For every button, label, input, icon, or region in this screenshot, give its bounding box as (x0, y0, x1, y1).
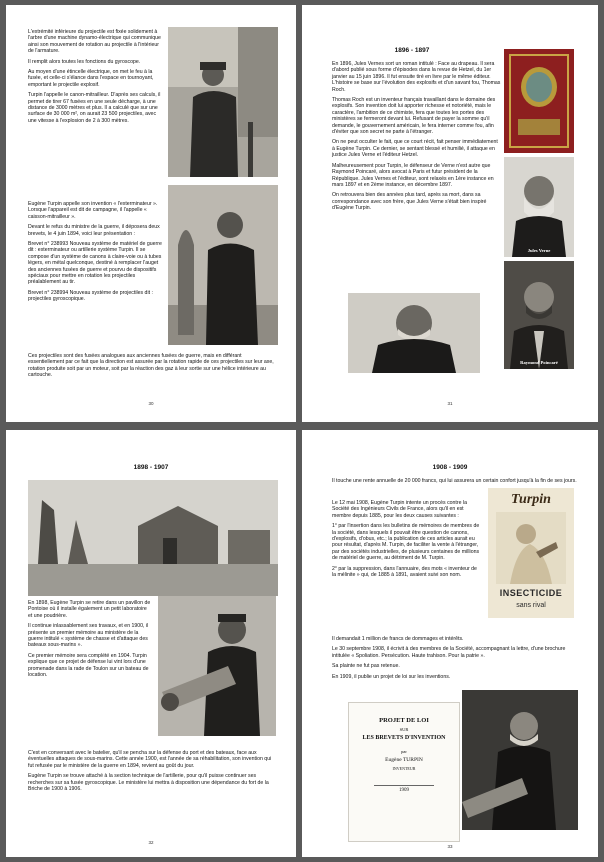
poster-tagline: sans rival (516, 602, 546, 609)
text-full (332, 636, 578, 684)
doc-year: 1909 (399, 788, 409, 793)
poster-product: INSECTICIDE (499, 588, 563, 598)
paragraph: On retrouvera bien des années plus tard, après sa mort, dans sa correspondance avec son frère, que Jules Verne s'était bien inspiré d'Eugène Turpin. (332, 192, 487, 212)
paragraph: 1° par l'insertion dans les bulletins de mémoires de membres de la société, dans lesquels il pouvait être question de canons, d'explosifs, d'obus, etc.; la publication de ces articles aurait eu pour résultat, d'après M. Turpin, de faciliter la vente à l'étranger, par des sociétés industrielles, de plusieurs centaines de millions de matériel de guerre, au détriment de M. Turpin. (332, 523, 480, 562)
text-column-top (28, 29, 162, 128)
paragraph: Ce premier mémoire sera complété en 1904. Turpin explique que ce projet de défense lui vint lors d'une promenade dans la rade de Toulon sur un bateau de location. (28, 652, 149, 679)
turpin-insecticide-poster (488, 488, 574, 618)
turpin-shell-photo (168, 185, 278, 345)
paragraph: En 1896, Jules Vernes sort un roman intitulé : Face au drapeau. Il sera d'abord publié sous forme d'épisodes dans la revue de Hetzel, du 1er janvier au 15 juin 1896. Il fut ensuite tiré en livre par le même éditeur. L'histoire se base sur l'évolution des explosifs et d'un savant fou, Thomas Roch. (332, 61, 501, 93)
text-column (332, 61, 502, 216)
paragraph: Il continue inlassablement ses travaux, et en 1900, il présente un premier mémoire au ministère de la guerre intitulé « système de chasse et d'attaque des bateaux sous-marins ». (28, 623, 149, 649)
page-number: 30 (148, 401, 154, 406)
text-column (332, 500, 482, 582)
paragraph: Eugène Turpin appelle son invention « l'exterminateur ». Lorsque l'appareil est dit de campagne, il l'appelle « caisson-mitrailleur ». (28, 201, 158, 220)
red-book-cover-image (504, 49, 574, 153)
section-heading: 1898 - 1907 (133, 464, 169, 471)
turpin-with-shell-photo (158, 596, 276, 736)
paragraph: 2° par la suppression, dans l'annuaire, des mots « inventeur de la mélinite » qui, de 1885 à 1891, avaient suivi son nom. (332, 565, 477, 579)
turpin-outdoor-photo (168, 27, 278, 177)
paragraph: Au moyen d'une étincelle électrique, on met le feu à la fusée, et celle-ci s'élance dans l'espace en tournoyant, emportant le projectile explosif. (28, 69, 154, 88)
text-bottom (28, 353, 278, 383)
paragraph: On ne peut occulter le fait, que ce court récit, fait penser immédiatement à Eugène Turpin. Ce dernier, se sentant blessé et humilié, il attaque en justice Jules Verne et l'éditeur Hetzel. (332, 139, 498, 159)
doc-line: INVENTEUR (392, 766, 416, 771)
text-bottom (28, 750, 278, 796)
doc-title: PROJET DE LOI (379, 717, 429, 724)
doc-line: SUR (399, 727, 409, 732)
poster-brand: Turpin (511, 492, 551, 507)
paragraph: En 1909, il publie un projet de loi sur les inventions. (332, 673, 451, 680)
paragraph: Eugène Turpin se trouve attaché à la section technique de l'artillerie, pour qu'il puisse continuer ses recherches sur sa fusée gyroscopique. Le ministère lui mettra à disposition une dépendance du fort de la Briche de 1900 à 1906. (28, 773, 269, 793)
page-31 (302, 5, 598, 422)
paragraph: Ces projectiles sont des fusées analogues aux anciennes fusées de guerre, mais en différant essentiellement par ce fait que la direction est assurée par la rotation rapide de ces projectiles sur leur axe, rotation produite soit par un moteur, soit par la réaction des gaz à leur sortie sur une hélice intérieure au cartouche. (28, 353, 274, 379)
doc-subtitle: LES BREVETS D'INVENTION (362, 735, 446, 741)
page-number: 32 (148, 840, 154, 845)
paragraph: En 1898, Eugène Turpin se retire dans un pavillon de Pontoise où il installe également un petit laboratoire et une poudrière. (28, 600, 151, 619)
projet-de-loi-document (348, 702, 460, 842)
page-33 (302, 430, 598, 857)
paragraph: Turpin l'appelle le canon-mitrailleur. D'après ses calculs, il permet de tirer 67 fusées en une seule décharge, à une distance de 3000 mètres et plus. Il a calculé que sur une surface de 30 000 m², on aurait 23 500 projectiles, avec une vitesse à l'explosion de 2 à 300 mètres. (28, 92, 161, 124)
paragraph: L'extrémité inférieure du projectile est fixée solidement à l'arbre d'une machine dynamo-électrique qui communique ainsi son mouvement de rotation au projectile à l'intérieur de l'armature. (28, 29, 161, 55)
image-caption: Jules Verne (527, 248, 551, 253)
intro-text (332, 478, 578, 488)
doc-line: par (401, 749, 407, 754)
jules-verne-portrait (504, 157, 574, 257)
paragraph: Thomas Roch est un inventeur français travaillant dans le domaine des explosifs. Son invention doit lui apporter richesse et notoriété, mais le caractère, l'ambition de ce chimiste, fera que toutes les portes des ministères se fermeront devant lui. Refusant de payer la somme qu'il demande, le gouvernement américain, le fera interner comme fou, afin d'éviter que son secret ne parte à l'étranger. (332, 97, 496, 136)
paragraph: Le 12 mai 1908, Eugène Turpin intente un procès contre la Société des Ingénieurs Civils de France, alors qu'il en est membre depuis 1885, pour les deux causes suivantes : (332, 500, 467, 519)
image-caption: Raymond Poincaré (520, 360, 558, 365)
page-number: 31 (447, 401, 453, 406)
doc-author: Eugène TURPIN (385, 757, 423, 763)
page-32 (6, 430, 296, 857)
paragraph: Le 30 septembre 1908, il écrivit à des membres de la Société, accompagnant la lettre, d'une brochure intitulée « Spoliation. Persécution. Haute trahison. Pour la patrie ». (332, 646, 566, 659)
paragraph: Il remplit alors toutes les fonctions du gyroscope. (28, 58, 141, 65)
paragraph: Brevet n° 238994 Nouveau système de projectiles dit : projectiles gyroscopique. (28, 289, 153, 303)
paragraph: Sa plainte ne fut pas retenue. (332, 663, 400, 670)
paragraph: Brevet n° 238993 Nouveau système de matériel de guerre dit : exterminateur ou artillerie système Turpin. Il se compose d'un système de canons à claire-voie ou à tubes légers, en métal quelconque, destiné à remplacer l'auget des anciennes fusées de guerre et pourvu de dispositifs spéciaux pour mettre en rotation les projectiles préalablement au tir. (28, 241, 162, 286)
paragraph: Malheureusement pour Turpin, le défenseur de Verne n'est autre que Raymond Poincaré, alors avocat à Paris et futur président de la République. Jules Vernes et l'éditeur, sont relaxés en 1ère instance en mars 1897 et en 2ème instance, en décembre 1897. (332, 162, 494, 188)
raymond-poincare-portrait (504, 261, 574, 369)
paragraph: Il touche une rente annuelle de 20 000 francs, qui lui assurera un certain confort jusqu'à la fin de ses jours. (332, 478, 577, 484)
turpin-portrait-photo (348, 293, 480, 373)
page-30 (6, 5, 296, 422)
section-heading: 1908 - 1909 (432, 464, 468, 471)
paragraph: Il demandait 1 million de francs de dommages et intérêts. (332, 636, 464, 642)
text-column-middle (28, 201, 162, 307)
paragraph: C'est en conversant avec le batelier, qu'il se pencha sur la défense du port et des bateaux, face aux éventuelles attaques de sous-marins. Cette année 1900, est l'année de sa réhabilitation, son invention qui fut refusée par le ministère de la guerre en 1894, revient au goût du jour. (28, 750, 272, 769)
paragraph: Devant le refus du ministre de la guerre, il déposera deux brevets, le 4 juin 1894, voici leur présentation : (28, 224, 160, 237)
turpin-seated-photo (462, 690, 578, 830)
page-number: 33 (447, 844, 453, 849)
pavilion-pontoise-photo (28, 480, 278, 596)
section-heading: 1896 - 1897 (394, 47, 430, 54)
text-column (28, 600, 152, 682)
